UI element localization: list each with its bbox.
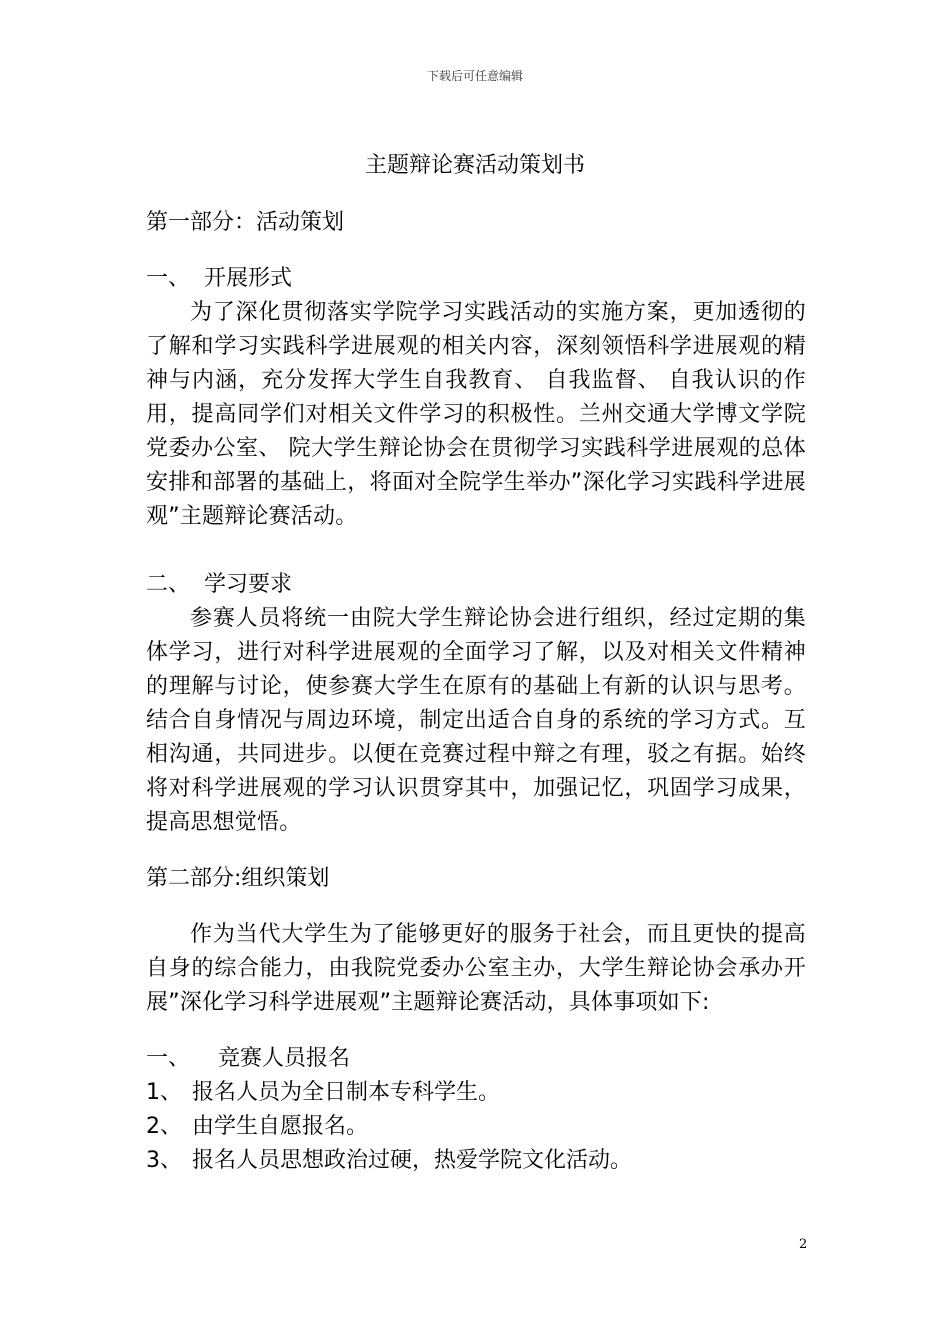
section-number: 一、	[146, 1046, 191, 1071]
section-number: 一、	[146, 266, 191, 291]
paragraph: 为了深化贯彻落实学院学习实践活动的实施方案，更加透彻的了解和学习实践科学进展观的相关内容，深刻领悟科学进展观的精神与内涵，充分发挥大学生自我教育、 自我监督、 自我认识的作用，提高同学们对相关文件学习的积极性。兰州交通大学博文学院党委办公室、 院大学生辩论协会在贯彻学习实践科学进展观的总体安排和部署的基础上，将面对全院学生举办”深化学习实践科学进展观”主题辩论赛活动。	[146, 300, 807, 529]
paragraph: 作为当代大学生为了能够更好的服务于社会，而且更快的提高自身的综合能力，由我院党委办公室主办，大学生辩论协会承办开展”深化学习科学进展观”主题辩论赛活动，具体事项如下:	[146, 922, 806, 1015]
section-title: 开展形式	[204, 266, 293, 291]
list-item: 3、 报名人员思想政治过硬，热爱学院文化活动。	[146, 1148, 633, 1173]
section-title: 学习要求	[204, 572, 293, 597]
part2-heading: 第二部分:组织策划	[146, 866, 330, 891]
section-title: 竞赛人员报名	[218, 1046, 351, 1071]
section-heading	[146, 1042, 806, 1076]
document-title: 主题辩论赛活动策划书	[364, 153, 585, 178]
section-number: 二、	[146, 572, 191, 597]
document-body	[146, 206, 806, 1178]
paragraph: 参赛人员将统一由院大学生辩论协会进行组织，经过定期的集体学习，进行对科学进展观的全面学习了解，以及对相关文件精神的理解与讨论，使参赛大学生在原有的基础上有新的认识与思考。结合自身情况与周边环境，制定出适合自身的系统的学习方式。互相沟通，共同进步。以便在竞赛过程中辩之有理，驳之有据。始终将对科学进展观的学习认识贯穿其中，加强记忆，巩固学习成果，提高思想觉悟。	[146, 606, 806, 835]
part1-heading: 第一部分：活动策划	[146, 210, 345, 235]
page-header: 下载后可任意编辑	[426, 69, 523, 83]
list-item: 2、 由学生自愿报名。	[146, 1114, 369, 1139]
list-item: 1、 报名人员为全日制本专科学生。	[146, 1080, 501, 1105]
section-heading	[146, 568, 806, 602]
section-heading	[146, 262, 806, 296]
page-number: 2	[799, 1237, 808, 1252]
